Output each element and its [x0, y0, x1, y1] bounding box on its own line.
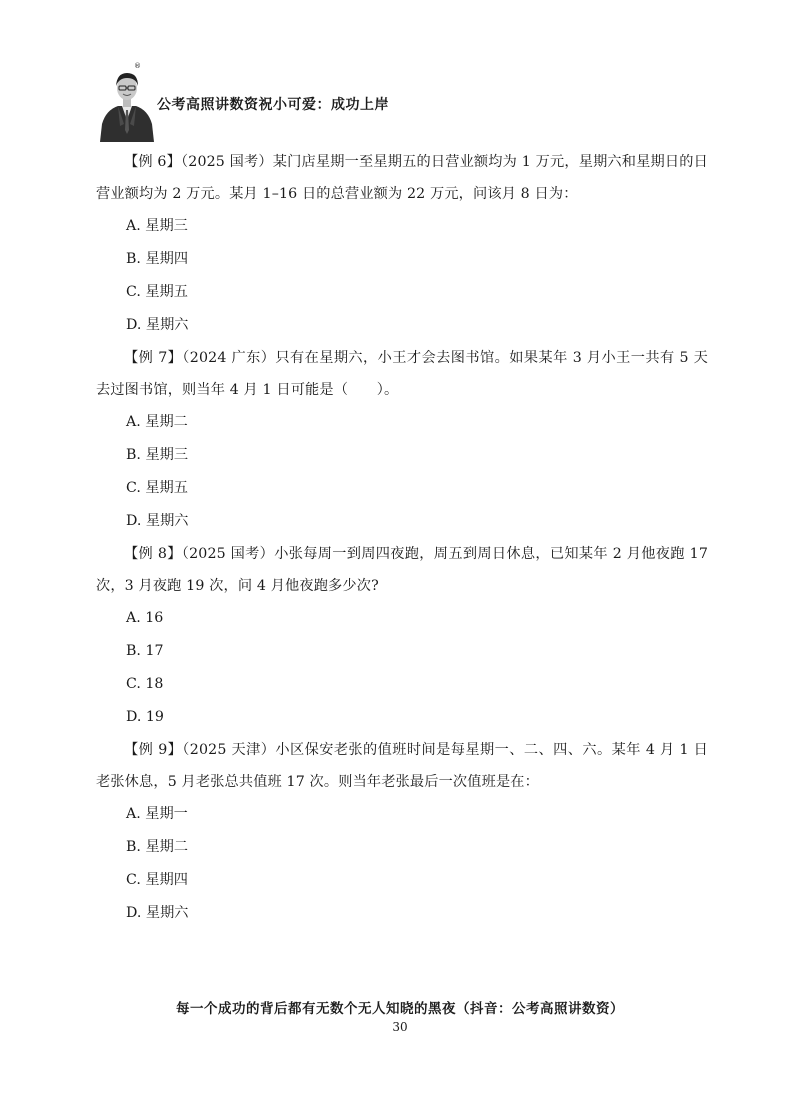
footer-slogan: 每一个成功的背后都有无数个无人知晓的黑夜（抖音：公考高照讲数资） — [176, 1001, 624, 1017]
option-c: C. 星期五 — [126, 480, 188, 496]
header-title: 公考高照讲数资祝小可爱：成功上岸 — [157, 97, 389, 113]
page-number: 30 — [392, 1020, 408, 1034]
option-b: B. 星期三 — [126, 447, 189, 463]
question-8 — [96, 538, 708, 734]
header — [96, 62, 158, 142]
question-stem: 【例 6】（2025 国考）某门店星期一至星期五的日营业额均为 1 万元，星期六和星期日的日营业额均为 2 万元。某月 1–16 日的总营业额为 22 万元，问该月 8 日为： — [96, 154, 708, 202]
question-stem: 【例 9】（2025 天津）小区保安老张的值班时间是每星期一、二、四、六。某年 4 月 1 日老张休息，5 月老张总共值班 17 次。则当年老张最后一次值班是在： — [96, 742, 708, 790]
option-c: C. 星期五 — [126, 284, 188, 300]
question-6 — [96, 146, 708, 342]
option-a: A. 星期二 — [126, 414, 188, 430]
question-stem: 【例 8】（2025 国考）小张每周一到周四夜跑，周五到周日休息，已知某年 2 月他夜跑 17 次，3 月夜跑 19 次，问 4 月他夜跑多少次? — [96, 546, 708, 594]
option-a: A. 星期一 — [126, 806, 188, 822]
registered-mark: ® — [134, 62, 141, 70]
author-photo — [96, 64, 158, 142]
option-d: D. 星期六 — [126, 317, 189, 333]
option-b: B. 星期四 — [126, 251, 189, 267]
question-stem: 【例 7】（2024 广东）只有在星期六，小王才会去图书馆。如果某年 3 月小王一共有 5 天去过图书馆，则当年 4 月 1 日可能是（ ）。 — [96, 350, 708, 398]
option-b: B. 17 — [126, 643, 164, 659]
question-list — [96, 146, 708, 930]
option-a: A. 星期三 — [126, 218, 188, 234]
question-9 — [96, 734, 708, 930]
option-d: D. 星期六 — [126, 905, 189, 921]
author-portrait-image — [96, 64, 158, 142]
option-a: A. 16 — [126, 610, 164, 626]
option-d: D. 星期六 — [126, 513, 189, 529]
option-c: C. 星期四 — [126, 872, 188, 888]
option-c: C. 18 — [126, 676, 164, 692]
option-b: B. 星期二 — [126, 839, 189, 855]
question-7 — [96, 342, 708, 538]
option-d: D. 19 — [126, 709, 164, 725]
